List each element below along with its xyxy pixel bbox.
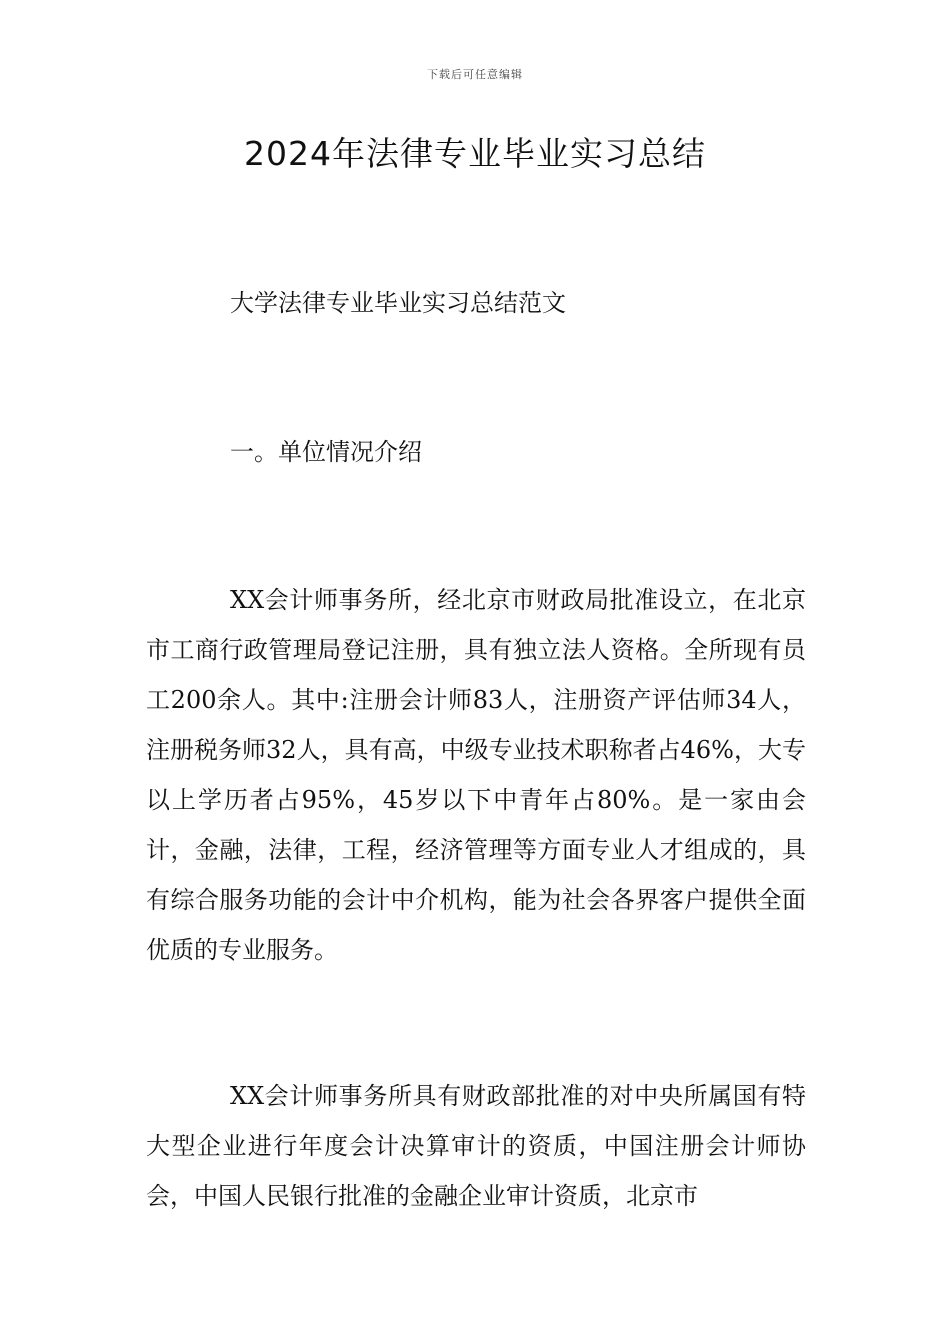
section-heading: 一。单位情况介绍 (230, 438, 422, 466)
body-paragraph: XX会计师事务所具有财政部批准的对中央所属国有特大型企业进行年度会计决算审计的资质，中国注册会计师协会，中国人民银行批准的金融企业审计资质，北京市 (146, 1082, 806, 1210)
body-paragraph: XX会计师事务所，经北京市财政局批准设立，在北京市工商行政管理局登记注册，具有独立法人资格。全所现有员工200余人。其中:注册会计师83人，注册资产评估师34人，注册税务师32人，具有高，中级专业技术职称者占46%，大专以上学历者占95%，45岁以下中青年占80%。是一家由会计，金融，法律，工程，经济管理等方面专业人才组成的，具有综合服务功能的会计中介机构，能为社会各界客户提供全面优质的专业服务。 (146, 586, 806, 964)
document-title: 2024年法律专业毕业实习总结 (244, 134, 706, 173)
document-subtitle: 大学法律专业毕业实习总结范文 (230, 289, 566, 317)
header-note: 下载后可任意编辑 (427, 68, 523, 81)
